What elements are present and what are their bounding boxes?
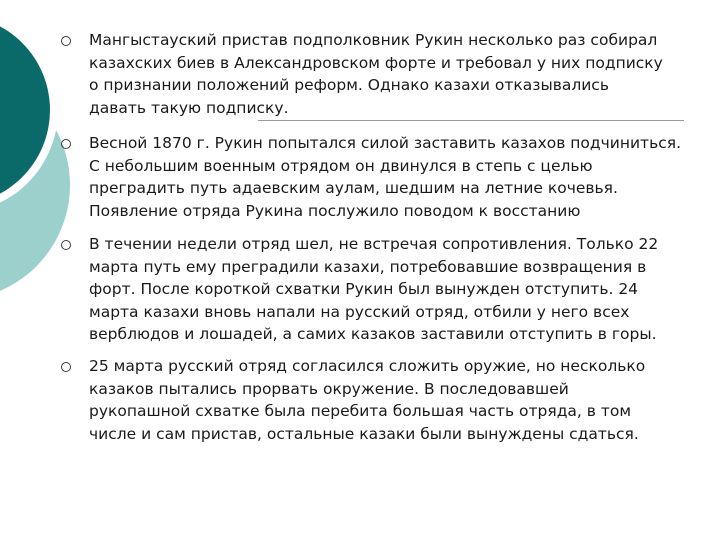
- bullet-icon: [61, 36, 71, 46]
- paragraph-line: казаков пытались прорвать окружение. В последовавшей: [89, 379, 569, 398]
- paragraph-line: рукопашной схватке была перебита большая часть отряда, в том: [89, 402, 632, 420]
- paragraph-line: Мангыстауский пристав подполковник Рукин несколько раз собирал: [89, 31, 658, 49]
- paragraph-line: казахских биев в Александровском форте и требовал у них подписку: [89, 53, 663, 72]
- paragraph-line: давать такую подписку.: [89, 98, 289, 117]
- paragraph-line: С небольшим военным отрядом он двинулся в степь с целью: [89, 156, 593, 175]
- paragraph-line: В течении недели отряд шел, не встречая сопротивления. Только 22: [89, 235, 659, 253]
- paragraph-line: 25 марта русский отряд согласился сложить оружие, но несколько: [89, 357, 646, 375]
- paragraph-line: числе и сам пристав, остальные казаки были вынуждены сдаться.: [89, 424, 639, 443]
- paragraph-2: [89, 132, 679, 222]
- paragraph-3: [89, 233, 679, 346]
- paragraph-line: марта казахи вновь напали на русский отряд, отбили у него всех: [89, 302, 630, 321]
- paragraph-line: о признании положений реформ. Однако казахи отказывались: [89, 76, 609, 94]
- bullet-icon: [61, 240, 71, 250]
- paragraph-line: марта путь ему преградили казахи, потребовавшие возвращения в: [89, 257, 647, 276]
- horizontal-divider: [258, 120, 684, 121]
- paragraph-line: преградить путь адаевским аулам, шедшим на летние кочевья.: [89, 179, 618, 197]
- bullet-icon: [61, 362, 71, 372]
- bullet-icon: [61, 139, 71, 149]
- teal-circles-decoration: [0, 0, 90, 300]
- paragraph-line: верблюдов и лошадей, а самих казаков заставили отступить в горы.: [89, 325, 657, 343]
- paragraph-line: Появление отряда Рукина послужило поводом к восстанию: [89, 201, 581, 220]
- paragraph-line: форт. После короткой схватки Рукин был вынужден отступить. 24: [89, 280, 639, 298]
- paragraph-line: Весной 1870 г. Рукин попытался силой заставить казахов подчиниться.: [89, 134, 681, 152]
- paragraph-1: [89, 29, 679, 119]
- paragraph-4: [89, 355, 679, 445]
